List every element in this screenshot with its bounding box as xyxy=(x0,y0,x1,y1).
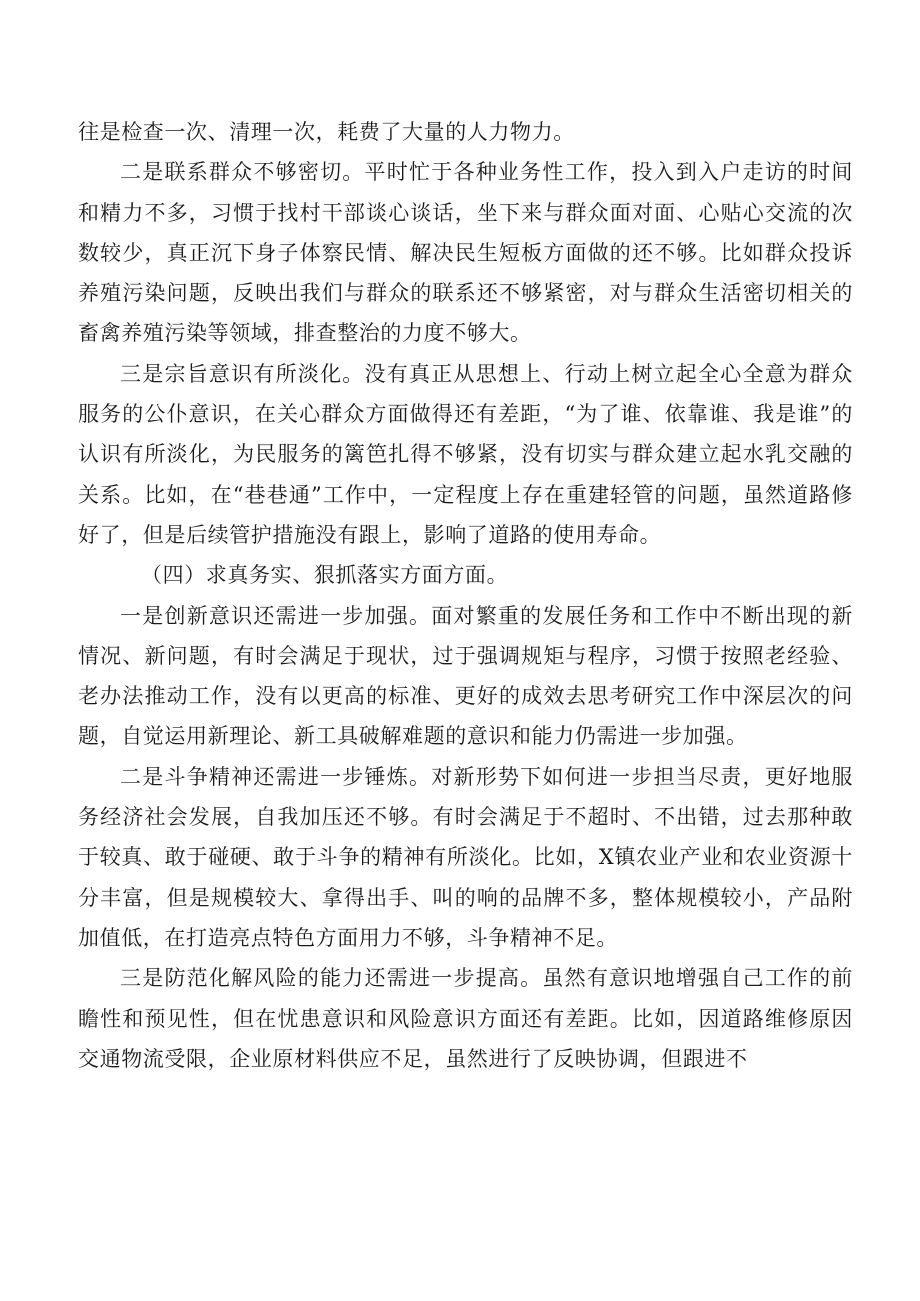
paragraph-continuation: 往是检查一次、清理一次，耗费了大量的人力物力。 xyxy=(78,120,575,144)
paragraph-contact-with-masses: 二是联系群众不够密切。平时忙于各种业务性工作，投入到入户走访的时间和精力不多，习惯于找村干部谈心谈话，坐下来与群众面对面、心贴心交流的次数较少，真正沉下身子体察民情、解决民生短板方面做的还不够。比如群众投诉养殖污染问题，反映出我们与群众的联系还不够紧密，对与群众生活密切相关的畜禽养殖污染等领域，排查整治的力度不够大。 xyxy=(78,160,853,346)
paragraph-risk-prevention: 三是防范化解风险的能力还需进一步提高。虽然有意识地增强自己工作的前瞻性和预见性，但在忧患意识和风险意识方面还有差距。比如，因道路维修原因交通物流受限，企业原材料供应不足，虽然进行了反映协调，但跟进不 xyxy=(78,966,853,1071)
document-body xyxy=(78,112,853,1079)
paragraph-purpose-awareness: 三是宗旨意识有所淡化。没有真正从思想上、行动上树立起全心全意为群众服务的公仆意识，在关心群众方面做得还有差距，“为了谁、依靠谁、我是谁”的认识有所淡化，为民服务的篱笆扎得不够紧，没有切实与群众建立起水乳交融的关系。比如，在“巷巷通”工作中，一定程度上存在重建轻管的问题，虽然道路修好了，但是后续管护措施没有跟上，影响了道路的使用寿命。 xyxy=(78,361,853,547)
section-heading-four: （四）求真务实、狠抓落实方面方面。 xyxy=(141,563,509,588)
paragraph-innovation-awareness: 一是创新意识还需进一步加强。面对繁重的发展任务和工作中不断出现的新情况、新问题，有时会满足于现状，过于强调规矩与程序，习惯于按照老经验、老办法推动工作，没有以更高的标准、更好的成效去思考研究工作中深层次的问题，自觉运用新理论、新工具破解难题的意识和能力仍需进一步加强。 xyxy=(78,603,853,749)
paragraph-fighting-spirit: 二是斗争精神还需进一步锤炼。对新形势下如何进一步担当尽责，更好地服务经济社会发展，自我加压还不够。有时会满足于不超时、不出错，过去那种敢于较真、敢于碰硬、敢于斗争的精神有所淡化。比如，X镇农业产业和农业资源十分丰富，但是规模较大、拿得出手、叫的响的品牌不多，整体规模较小，产品附加值低，在打造亮点特色方面用力不够，斗争精神不足。 xyxy=(78,764,853,950)
